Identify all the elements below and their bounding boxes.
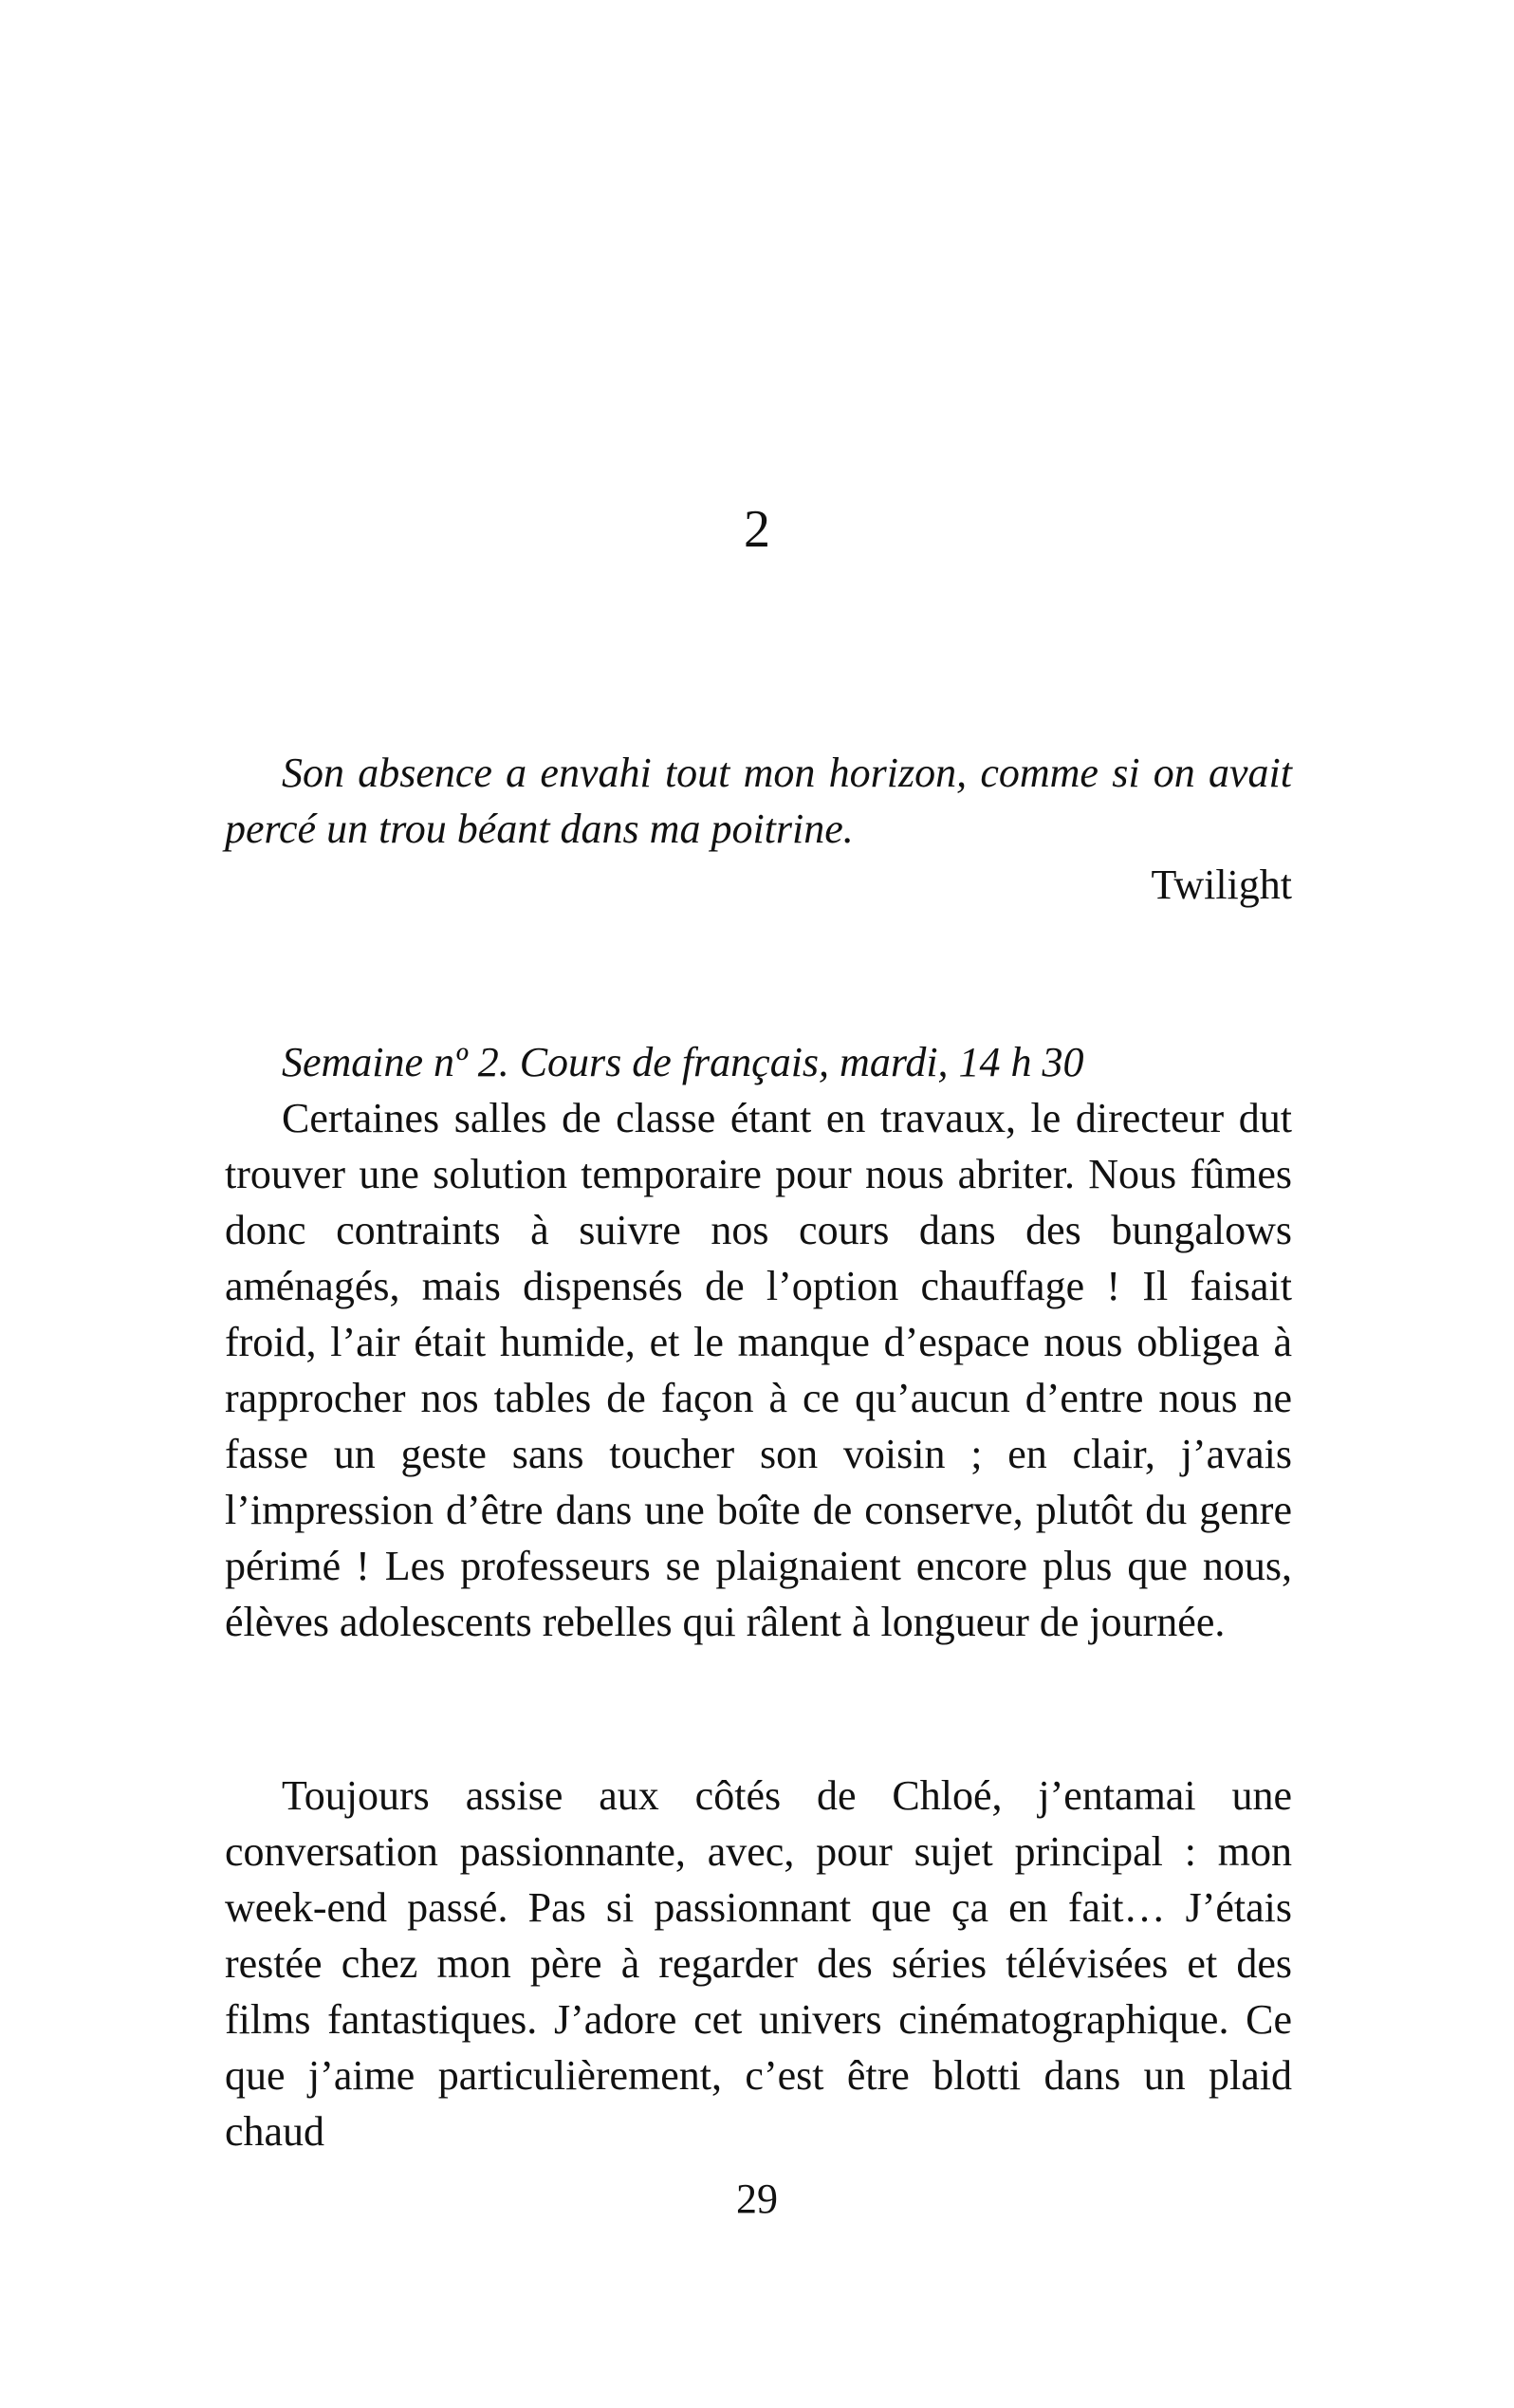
section-heading: Semaine nº 2. Cours de français, mardi, 14 h 30 (282, 1039, 1084, 1085)
body-paragraph: Certaines salles de classe étant en travaux, le directeur dut trouver une solution temporaire pour nous abriter. Nous fûmes donc contraints à suivre nos cours dans des bungalows aménagés, mais dispensés de l’option chauffage ! Il faisait froid, l’air était humide, et le manque d’espace nous obligea à rapprocher nos tables de façon à ce qu’aucun d’entre nous ne fasse un geste sans toucher son voisin ; en clair, j’avais l’impression d’être dans une boîte de conserve, plutôt du genre périmé ! Les professeurs se plaignaient encore plus que nous, élèves adolescents rebelles qui râlent à longueur de journée. (225, 1095, 1292, 1645)
page-number: 29 (736, 2176, 778, 2222)
epigraph (225, 745, 1292, 913)
epigraph-source: Twilight (1151, 861, 1292, 908)
body-paragraph: Toujours assise aux côtés de Chloé, j’entamai une conversation passionnante, avec, pour sujet principal : mon week-end passé. Pas si passionnant que ça en fait… J’étais restée chez mon père à regarder des séries télévisées et des films fantastiques. J’adore cet univers cinématographique. Ce que j’aime particulièrement, c’est être blotti dans un plaid chaud (225, 1772, 1292, 2155)
epigraph-quote: Son absence a envahi tout mon horizon, comme si on avait percé un trou béant dans ma poitrine. (225, 750, 1292, 852)
chapter-number: 2 (744, 500, 770, 559)
